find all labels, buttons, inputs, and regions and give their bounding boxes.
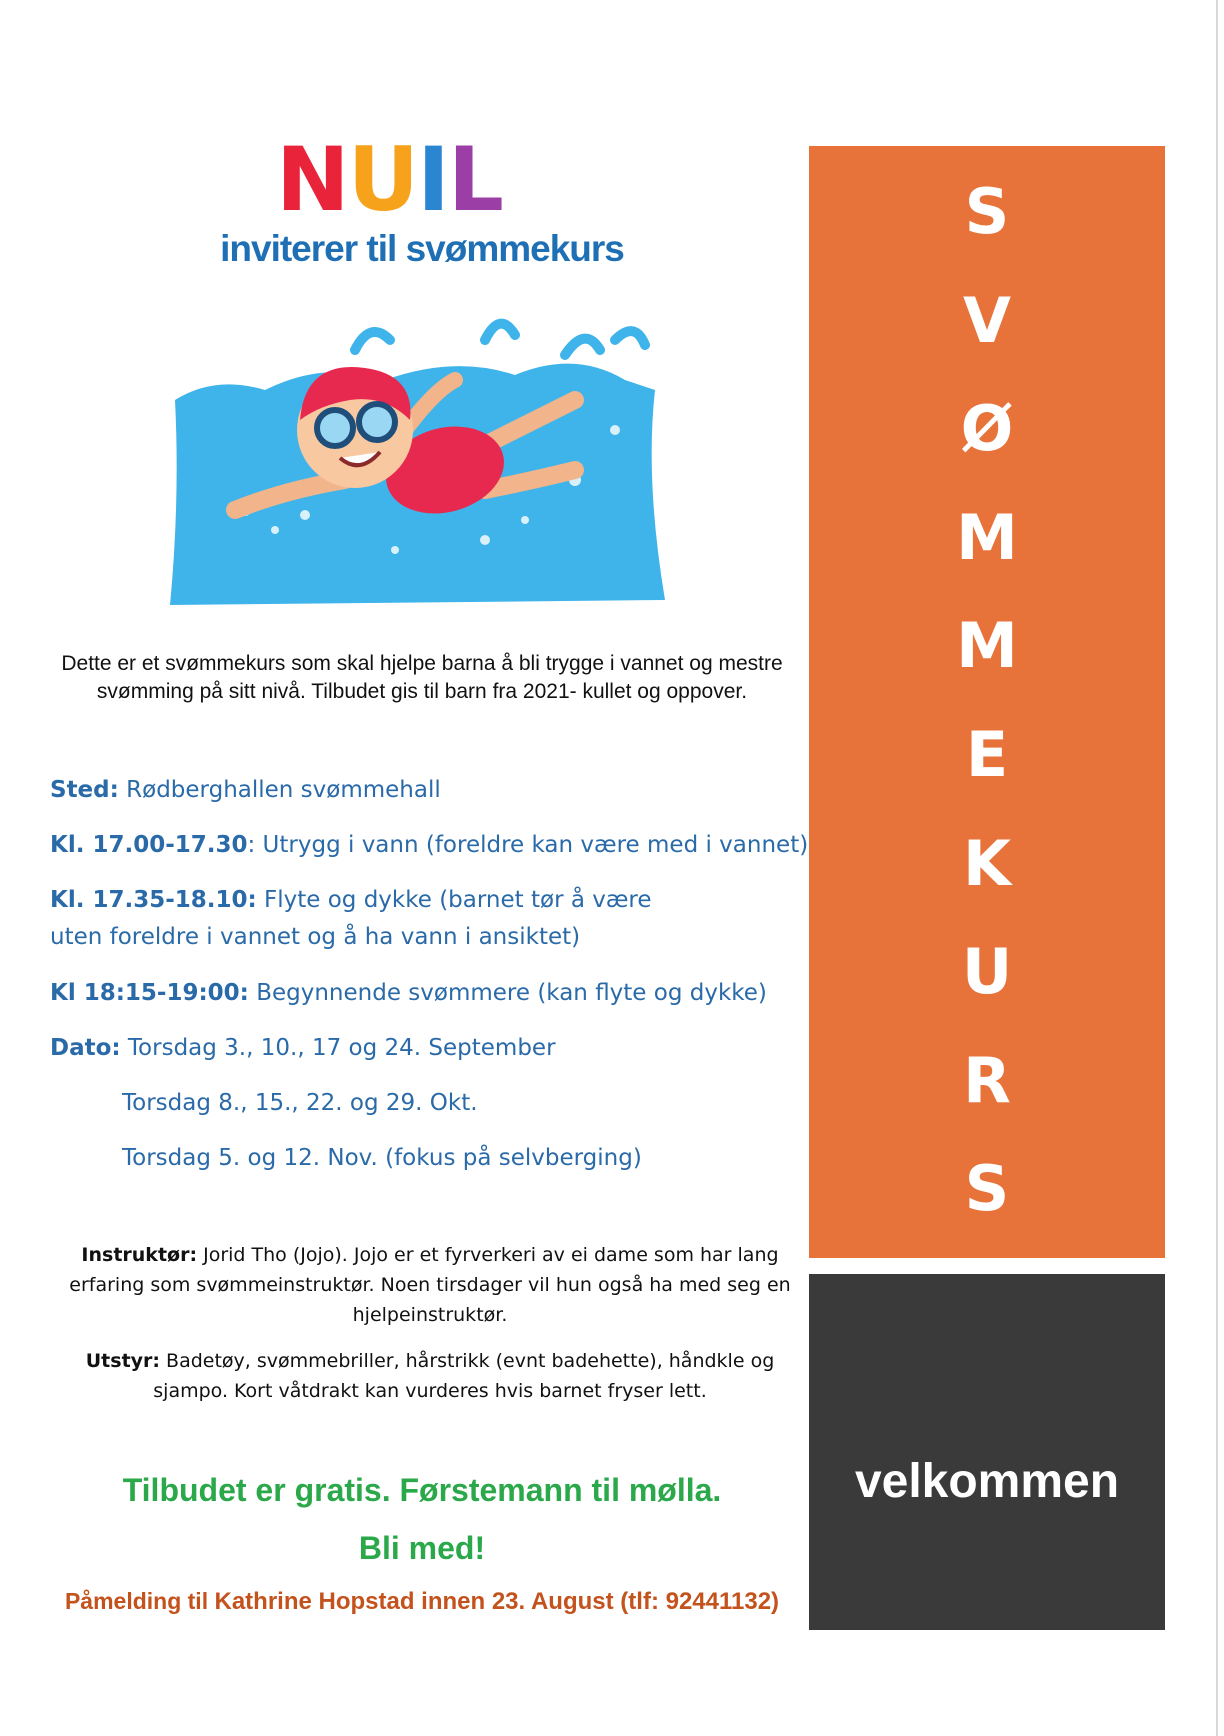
instructor-label: Instruktør: xyxy=(81,1244,198,1266)
title-letter: K xyxy=(962,826,1012,900)
registration-prefix: Påmelding til xyxy=(64,1588,215,1614)
registration-text xyxy=(50,1588,794,1616)
place-value: Rødberghallen svømmehall xyxy=(118,777,441,803)
free-offer-text: Tilbudet er gratis. Førstemann til mølla. xyxy=(122,1472,722,1508)
title-letter: U xyxy=(961,935,1013,1009)
welcome-text: velkommen xyxy=(854,1455,1120,1508)
place-line xyxy=(50,772,810,809)
equipment-value: Badetøy, svømmebriller, hårstrikk (evnt badehette), håndkle og sjampo. Kort våtdrakt kan vurderes hvis barnet fryser lett. xyxy=(153,1350,775,1402)
title-letter: S xyxy=(964,175,1010,248)
registration-contact: Kathrine Hopstad innen 23. August (tlf: 92441132) xyxy=(214,1588,780,1615)
side-banner-orange xyxy=(809,146,1165,1258)
logo-letter-n: N xyxy=(276,128,348,231)
date-line-1 xyxy=(50,1030,810,1067)
equipment-label: Utstyr: xyxy=(85,1350,161,1372)
intro-text: Dette er et svømmekurs som skal hjelpe barna å bli trygge i vannet og mestre svømming på sitt nivå. Tilbudet gis til barn fra 2021- kullet og oppover. xyxy=(61,652,783,703)
date-line-3: Torsdag 5. og 12. Nov. (fokus på selvberging) xyxy=(122,1145,642,1171)
slot2-value: Flyte og dykke (barnet tør å være uten foreldre i vannet og å ha vann i ansiktet) xyxy=(50,887,652,950)
goggle-left xyxy=(317,410,353,446)
logo-letter-l: L xyxy=(447,128,502,231)
logo-letter-i: I xyxy=(417,128,448,231)
place-label: Sted: xyxy=(50,777,119,803)
title-letter: M xyxy=(956,609,1018,683)
slot2-label: Kl. 17.35-18.10: xyxy=(50,887,257,913)
slot2-line xyxy=(50,882,710,956)
instructor-value: Jorid Tho (Jojo). Jojo er et fyrverkeri av ei dame som har lang erfaring som svømmeinstruktør. Noen tirsdager vil hun også ha med seg en hjelpeinstruktør. xyxy=(69,1244,791,1326)
slot3-value: Begynnende svømmere (kan flyte og dykke) xyxy=(248,980,767,1006)
nuil-logo xyxy=(276,128,502,231)
equipment-text xyxy=(50,1346,810,1406)
date-value-1: Torsdag 3., 10., 17 og 24. September xyxy=(120,1035,556,1061)
title-letter: Ø xyxy=(960,392,1014,466)
title-letter: S xyxy=(964,1152,1010,1226)
title-letter: R xyxy=(963,1043,1011,1117)
instructor-text xyxy=(50,1240,810,1330)
goggle-right xyxy=(359,404,395,440)
title-letter: V xyxy=(963,283,1011,357)
vertical-title xyxy=(809,172,1165,1258)
title-letter: E xyxy=(965,717,1009,791)
slot3-line xyxy=(50,975,810,1012)
side-banner-dark xyxy=(809,1274,1165,1630)
slot3-label: Kl 18:15-19:00: xyxy=(50,980,249,1006)
join-text: Bli med! xyxy=(358,1530,486,1566)
logo-letter-u: U xyxy=(347,128,418,231)
swimmer-illustration xyxy=(155,280,685,610)
slot1-value: : Utrygg i vann (foreldre kan være med i vannet) xyxy=(247,832,809,858)
page-edge xyxy=(1216,0,1218,1736)
invitation-subtitle: inviterer til svømmekurs xyxy=(220,228,624,269)
date-line-2: Torsdag 8., 15., 22. og 29. Okt. xyxy=(122,1090,478,1116)
water-splash xyxy=(355,324,645,355)
slot1-label: Kl. 17.00-17.30 xyxy=(50,832,248,858)
title-letter: M xyxy=(956,500,1018,574)
date-label: Dato: xyxy=(50,1035,121,1061)
slot1-line xyxy=(50,827,810,864)
